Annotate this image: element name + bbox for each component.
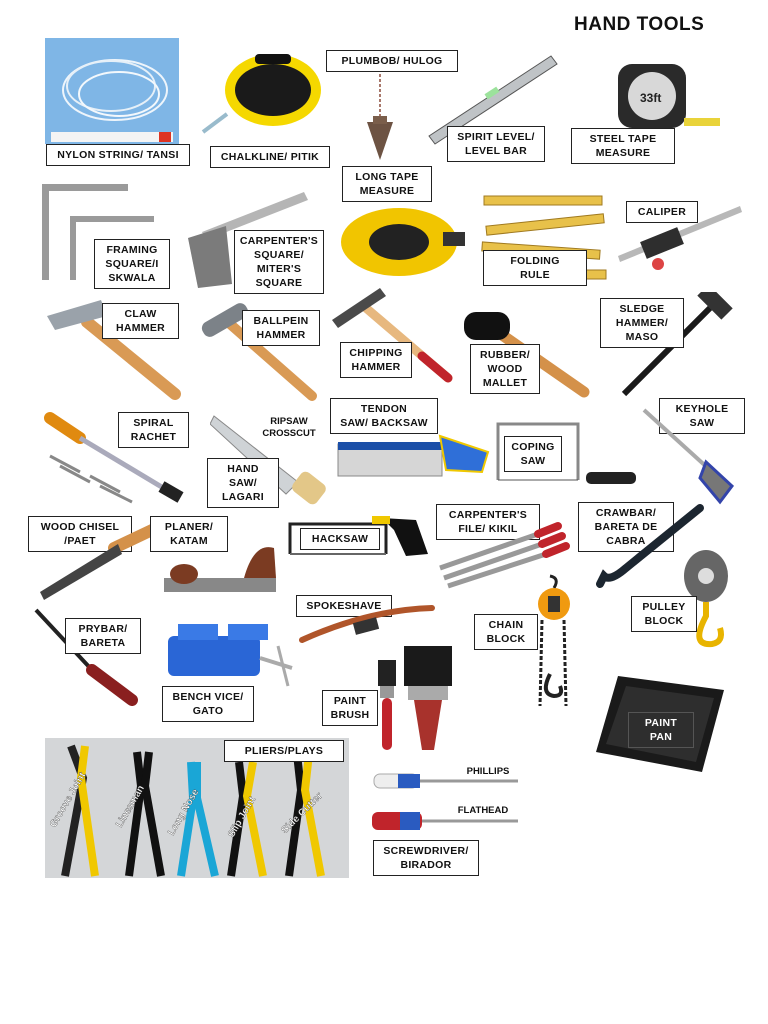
label-framing-square: FRAMING SQUARE/I SKWALA: [94, 239, 170, 289]
label-rubber-mallet: RUBBER/ WOOD MALLET: [470, 344, 540, 394]
plier-name-slip-joint: Slip Joint: [226, 795, 259, 840]
label-steel-tape: STEEL TAPE MEASURE: [571, 128, 675, 164]
tendon-saw-image: [336, 430, 496, 480]
label-pliers: PLIERS/PLAYS: [224, 740, 344, 762]
label-bench-vice: BENCH VICE/ GATO: [162, 686, 254, 722]
label-carpenters-square: CARPENTER'S SQUARE/ MITER'S SQUARE: [234, 230, 324, 294]
plier-name-groove-joint: Groove Joint: [48, 770, 89, 830]
label-caliper: CALIPER: [626, 201, 698, 223]
label-crowbar: CRAWBAR/ BARETA DE CABRA: [578, 502, 674, 552]
label-claw-hammer: CLAW HAMMER: [102, 303, 179, 339]
phillips-screwdriver-image: [372, 770, 522, 792]
long-tape-image: [333, 202, 468, 284]
label-phillips: PHILLIPS: [466, 766, 510, 777]
tape-badge: 33ft: [640, 91, 662, 105]
label-plumbob: PLUMBOB/ HULOG: [326, 50, 458, 72]
flathead-screwdriver-image: [370, 810, 522, 832]
label-tendon-saw: TENDON SAW/ BACKSAW: [330, 398, 438, 434]
bench-vice-image: [158, 618, 298, 690]
label-hand-saw: HAND SAW/ LAGARI: [207, 458, 279, 508]
label-paint-brush: PAINT BRUSH: [322, 690, 378, 726]
label-flathead: FLATHEAD: [457, 805, 509, 816]
label-chain-block: CHAIN BLOCK: [474, 614, 538, 650]
label-folding-rule: FOLDING RULE: [483, 250, 587, 286]
caliper-image: [612, 200, 747, 280]
label-pulley-block: PULLEY BLOCK: [631, 596, 697, 632]
keyhole-saw-image: [640, 406, 740, 506]
label-ripsaw-crosscut: RIPSAW CROSSCUT: [262, 416, 316, 439]
plumbob-image: [355, 74, 405, 164]
label-screwdriver: SCREWDRIVER/ BIRADOR: [373, 840, 479, 876]
label-planer: PLANER/ KATAM: [150, 516, 228, 552]
plier-name-linesman: Linesman: [114, 783, 147, 830]
label-spirit-level: SPIRIT LEVEL/ LEVEL BAR: [447, 126, 545, 162]
nylon-string-image: [45, 38, 179, 144]
label-chalkline: CHALKLINE/ PITIK: [210, 146, 330, 168]
label-spiral-rachet: SPIRAL RACHET: [118, 412, 189, 448]
wood-chisel-image: [38, 524, 158, 600]
page-title: HAND TOOLS: [574, 14, 705, 35]
plier-name-long-nose: Long Nose: [166, 787, 202, 838]
paint-brush-image: [370, 640, 460, 755]
planer-image: [158, 538, 283, 610]
label-carpenters-file: CARPENTER'S FILE/ KIKIL: [436, 504, 540, 540]
label-wood-chisel: WOOD CHISEL /PAET: [28, 516, 132, 552]
label-hacksaw: HACKSAW: [300, 528, 380, 550]
plier-name-side-cutter: Side Cutter: [279, 790, 325, 837]
chalkline-image: [195, 44, 325, 139]
label-long-tape: LONG TAPE MEASURE: [342, 166, 432, 202]
label-prybar: PRYBAR/ BARETA: [65, 618, 141, 654]
label-spokeshave: SPOKESHAVE: [296, 595, 392, 617]
label-paint-pan: PAINT PAN: [628, 712, 694, 748]
label-chipping-hammer: CHIPPING HAMMER: [340, 342, 412, 378]
label-sledge-hammer: SLEDGE HAMMER/ MASO: [600, 298, 684, 348]
label-coping-saw: COPING SAW: [504, 436, 562, 472]
label-nylon-string: NYLON STRING/ TANSI: [46, 144, 190, 166]
label-ballpein-hammer: BALLPEIN HAMMER: [242, 310, 320, 346]
label-keyhole-saw: KEYHOLE SAW: [659, 398, 745, 434]
